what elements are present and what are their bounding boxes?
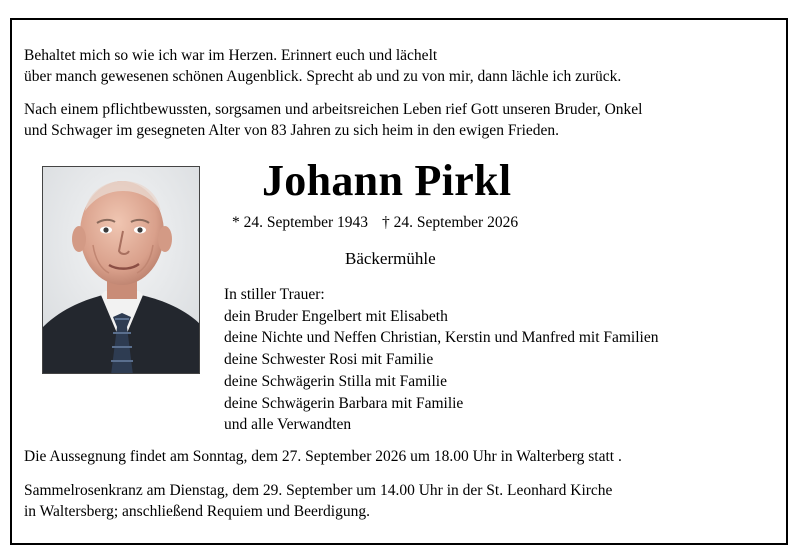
intro-verse-line: Behaltet mich so wie ich war im Herzen. Erinnert euch und lächelt xyxy=(24,47,438,64)
mourners-heading: In stiller Trauer: xyxy=(224,286,325,303)
birth-date: * 24. September 1943 xyxy=(232,214,369,231)
mourner-line: deine Nichte und Neffen Christian, Kerstin und Manfred mit Familien xyxy=(224,329,659,347)
rosary-line: in Waltersberg; anschließend Requiem und Beerdigung. xyxy=(24,503,370,520)
life-dates xyxy=(232,212,518,233)
mourner-line: deine Schwägerin Barbara mit Familie xyxy=(224,394,464,412)
intro-verse-line: über manch gewesenen schönen Augenblick. Sprecht ab und zu von mir, dann lächle ich zurück. xyxy=(24,68,622,85)
rosary-line: Sammelrosenkranz am Dienstag, dem 29. September um 14.00 Uhr in der St. Leonhard Kirche xyxy=(24,482,613,499)
mourners-list xyxy=(224,284,658,436)
rosary-notice xyxy=(24,480,612,522)
announcement-line: Nach einem pflichtbewussten, sorgsamen und arbeitsreichen Leben rief Gott unseren Bruder, Onkel xyxy=(24,101,643,118)
death-date: † 24. September 2026 xyxy=(382,214,519,231)
mourner-line: deine Schwägerin Stilla mit Familie xyxy=(224,372,447,390)
residence-place: Bäckermühle xyxy=(345,249,436,268)
obituary-frame xyxy=(10,18,788,545)
mourner-line: und alle Verwandten xyxy=(224,416,352,434)
blessing-notice xyxy=(24,446,622,467)
portrait-photo-icon xyxy=(43,167,200,374)
announcement-text xyxy=(24,99,642,141)
portrait-photo xyxy=(42,166,200,374)
mourner-line: dein Bruder Engelbert mit Elisabeth xyxy=(224,307,448,325)
mourner-line: deine Schwester Rosi mit Familie xyxy=(224,351,434,369)
announcement-line: und Schwager im gesegneten Alter von 83 Jahren zu sich heim in den ewigen Frieden. xyxy=(24,122,560,139)
intro-verse xyxy=(24,45,621,87)
blessing-line: Die Aussegnung findet am Sonntag, dem 27. September 2026 um 18.00 Uhr in Walterberg statt . xyxy=(24,448,622,465)
deceased-name: Johann Pirkl xyxy=(262,156,512,205)
